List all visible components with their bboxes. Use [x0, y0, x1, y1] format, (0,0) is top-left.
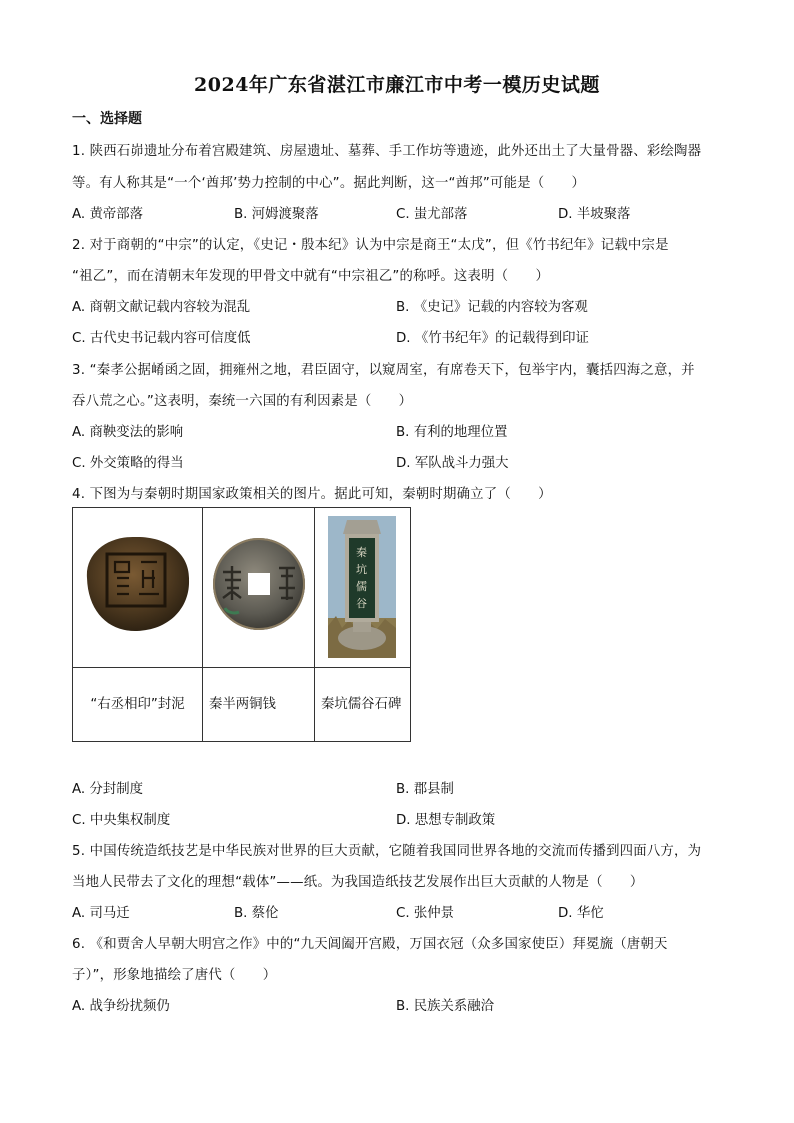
seal-clay-image — [73, 508, 202, 663]
q4-figure-table — [72, 507, 411, 742]
q1-option-b: B. 河姆渡聚落 — [234, 207, 319, 222]
q2-option-a: A. 商朝文献记载内容较为混乱 — [72, 300, 251, 315]
q3-option-d: D. 军队战斗力强大 — [396, 456, 509, 471]
q2-option-d: D. 《竹书纪年》的记载得到印证 — [396, 331, 589, 346]
stele-inscription: 秦坑儒谷 — [356, 546, 367, 610]
q1-option-d: D. 半坡聚落 — [558, 207, 631, 222]
q5-line1: 5. 中国传统造纸技艺是中华民族对世界的巨大贡献，它随着我国同世界各地的交流而传播到四面八方，为 — [72, 844, 702, 859]
q6-option-a: A. 战争纷扰频仍 — [72, 999, 170, 1014]
q1-line2: 等。有人称其是“一个‘酋邦’势力控制的中心”。据此判断，这一“酋邦”可能是（ ） — [72, 176, 586, 191]
q2-option-c: C. 古代史书记载内容可信度低 — [72, 331, 251, 346]
q5-option-a: A. 司马迁 — [72, 906, 130, 921]
q6-line1: 6. 《和贾舍人早朝大明宫之作》中的“九天阊阖开宫殿，万国衣冠（众多国家使臣）拜冕旒（唐朝天 — [72, 937, 668, 952]
q2-line2: “祖乙”，而在清朝末年发现的甲骨文中就有“中宗祖乙”的称呼。这表明（ ） — [72, 269, 550, 284]
q3-line1: 3. “秦孝公据崤函之固，拥雍州之地，君臣固守，以窥周室，有席卷天下，包举宇内，囊括四海之意，并 — [72, 363, 695, 378]
q1-line1: 1. 陕西石峁遗址分布着宫殿建筑、房屋遗址、墓葬、手工作坊等遗迹，此外还出土了大量骨器、彩绘陶器 — [72, 144, 702, 159]
q2-line1: 2. 对于商朝的“中宗”的认定，《史记・殷本纪》认为中宗是商王“太戊”，但《竹书纪年》记载中宗是 — [72, 238, 669, 253]
banliang-coin-image — [203, 508, 314, 663]
caption-seal: “右丞相印”封泥 — [73, 668, 203, 742]
caption-coin: 秦半两铜钱 — [203, 668, 315, 742]
q4-option-b: B. 郡县制 — [396, 782, 454, 797]
q6-option-b: B. 民族关系融洽 — [396, 999, 495, 1014]
q3-option-b: B. 有利的地理位置 — [396, 425, 508, 440]
q3-option-c: C. 外交策略的得当 — [72, 456, 184, 471]
q3-option-a: A. 商鞅变法的影响 — [72, 425, 184, 440]
q4-option-d: D. 思想专制政策 — [396, 813, 496, 828]
q1-option-a: A. 黄帝部落 — [72, 207, 143, 222]
q4-line1: 4. 下图为与秦朝时期国家政策相关的图片。据此可知，秦朝时期确立了（ ） — [72, 487, 552, 502]
q2-option-b: B. 《史记》记载的内容较为客观 — [396, 300, 588, 315]
banliang-coin-cell — [203, 508, 315, 668]
q5-option-c: C. 张仲景 — [396, 906, 455, 921]
q3-line2: 吞八荒之心。”这表明，秦统一六国的有利因素是（ ） — [72, 394, 413, 409]
seal-clay-cell — [73, 508, 203, 668]
page-title: 2024年广东省湛江市廉江市中考一模历史试题 — [194, 74, 600, 96]
q4-option-a: A. 分封制度 — [72, 782, 143, 797]
q1-option-c: C. 蚩尤部落 — [396, 207, 468, 222]
q5-option-b: B. 蔡伦 — [234, 906, 279, 921]
q6-line2: 子）”，形象地描绘了唐代（ ） — [72, 968, 277, 983]
q5-line2: 当地人民带去了文化的理想“载体”——纸。为我国造纸技艺发展作出巨大贡献的人物是（ ） — [72, 875, 644, 890]
section-heading: 一、选择题 — [72, 111, 142, 127]
caption-stele: 秦坑儒谷石碑 — [315, 668, 411, 742]
q4-option-c: C. 中央集权制度 — [72, 813, 171, 828]
q5-option-d: D. 华佗 — [558, 906, 604, 921]
stele-cell — [315, 508, 411, 668]
